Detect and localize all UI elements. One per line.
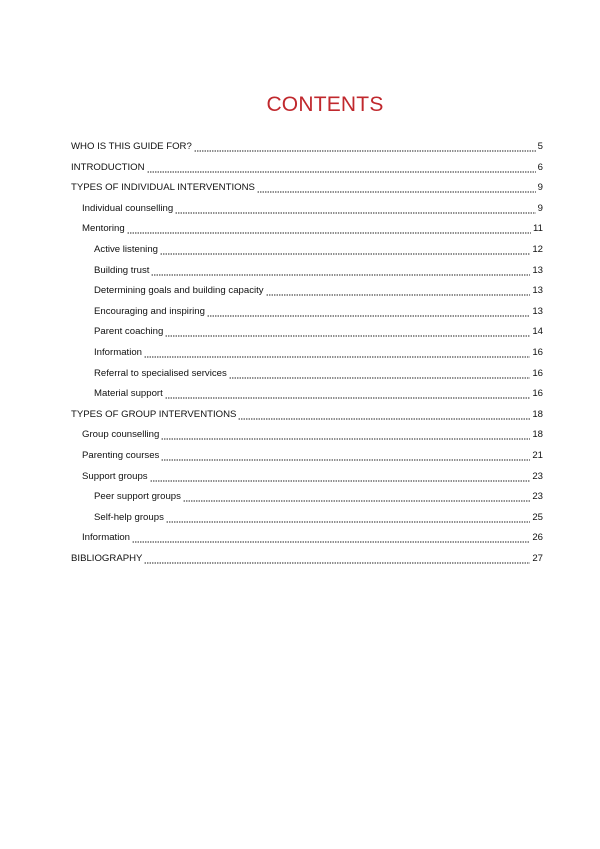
toc-entry-page-number: 6 — [537, 161, 543, 173]
dot-leader — [257, 183, 536, 193]
toc-entry-page-number: 9 — [537, 202, 543, 214]
dot-leader — [161, 451, 530, 461]
dot-leader — [194, 142, 536, 152]
toc-entry[interactable] — [94, 367, 543, 381]
dot-leader — [166, 513, 530, 523]
toc-entry-page-number: 13 — [532, 305, 543, 317]
toc-entry[interactable] — [71, 552, 543, 566]
toc-entry[interactable] — [71, 181, 543, 195]
toc-entry[interactable] — [94, 346, 543, 360]
toc-entry-label: Parent coaching — [94, 326, 164, 338]
dot-leader — [266, 286, 531, 296]
toc-entry-label: Material support — [94, 388, 163, 400]
dot-leader — [160, 245, 530, 255]
dot-leader — [144, 554, 530, 564]
toc-entry-label: INTRODUCTION — [71, 161, 145, 173]
toc-entry-page-number: 21 — [532, 450, 543, 461]
toc-entry-label: Information — [94, 347, 142, 358]
toc-entry-label: Individual counselling — [82, 202, 174, 214]
toc-entry-label: Mentoring — [82, 223, 125, 235]
dot-leader — [144, 348, 530, 358]
dot-leader — [132, 533, 530, 543]
toc-entry-page-number: 12 — [532, 244, 543, 255]
toc-entry-label: Support groups — [82, 470, 148, 482]
dot-leader — [229, 369, 531, 379]
toc-entry[interactable] — [82, 531, 543, 545]
toc-entry[interactable] — [94, 490, 543, 504]
toc-entry-page-number: 13 — [532, 285, 543, 297]
toc-entry-page-number: 14 — [532, 326, 543, 338]
page-title: CONTENTS — [266, 93, 384, 116]
toc-entry[interactable] — [82, 222, 543, 236]
toc-entry-page-number: 5 — [537, 141, 543, 152]
toc-entry-page-number: 18 — [532, 429, 543, 441]
dot-leader — [127, 224, 531, 234]
toc-entry-label: Referral to specialised services — [94, 367, 227, 379]
toc-entry-page-number: 16 — [532, 367, 543, 379]
dot-leader — [151, 266, 530, 276]
toc-entry[interactable] — [94, 284, 543, 298]
toc-entry[interactable] — [94, 387, 543, 401]
toc-entry[interactable] — [94, 264, 543, 278]
toc-entry-label: Self-help groups — [94, 511, 164, 523]
dot-leader — [165, 389, 531, 399]
toc-entry[interactable] — [82, 470, 543, 484]
toc-entry-page-number: 27 — [532, 553, 543, 564]
toc-entry[interactable] — [71, 408, 543, 422]
dot-leader — [165, 327, 530, 337]
toc-entry-label: Parenting courses — [82, 450, 160, 461]
toc-entry-label: TYPES OF INDIVIDUAL INTERVENTIONS — [71, 182, 255, 194]
toc-entry-label: Group counselling — [82, 429, 160, 441]
toc-entry-label: TYPES OF GROUP INTERVENTIONS — [71, 408, 237, 420]
toc-entry-page-number: 16 — [532, 388, 543, 400]
dot-leader — [150, 472, 531, 482]
toc-entry-label: Peer support groups — [94, 491, 181, 503]
toc-entry-page-number: 23 — [532, 470, 543, 482]
dot-leader — [238, 410, 530, 420]
toc-entry-label: WHO IS THIS GUIDE FOR? — [71, 141, 192, 152]
toc-entry-label: Determining goals and building capacity — [94, 285, 264, 297]
toc-entry[interactable] — [71, 161, 543, 175]
toc-entry-label: Information — [82, 532, 130, 544]
toc-entry-label: Encouraging and inspiring — [94, 305, 205, 317]
toc-entry[interactable] — [71, 140, 543, 154]
toc-entry-page-number: 11 — [533, 223, 543, 235]
toc-entry[interactable] — [94, 511, 543, 525]
dot-leader — [175, 204, 535, 214]
dot-leader — [207, 307, 530, 317]
toc-entry-page-number: 25 — [532, 511, 543, 523]
toc-entry-label: BIBLIOGRAPHY — [71, 553, 143, 564]
dot-leader — [147, 163, 536, 173]
toc-entry-page-number: 23 — [532, 491, 543, 503]
toc-entry[interactable] — [94, 243, 543, 257]
dot-leader — [183, 492, 530, 502]
toc-entry[interactable] — [94, 325, 543, 339]
toc-entry-page-number: 9 — [537, 182, 543, 194]
dot-leader — [161, 430, 530, 440]
toc-entry-page-number: 26 — [532, 532, 543, 544]
toc-entry-page-number: 18 — [532, 408, 543, 420]
toc-entry[interactable] — [94, 305, 543, 319]
toc-entry-page-number: 13 — [532, 264, 543, 276]
toc-entry-label: Building trust — [94, 264, 150, 276]
toc-entry[interactable] — [82, 428, 543, 442]
toc-entry[interactable] — [82, 202, 543, 216]
toc-entry-label: Active listening — [94, 244, 158, 255]
toc-entry-page-number: 16 — [532, 347, 543, 358]
toc-entry[interactable] — [82, 449, 543, 463]
